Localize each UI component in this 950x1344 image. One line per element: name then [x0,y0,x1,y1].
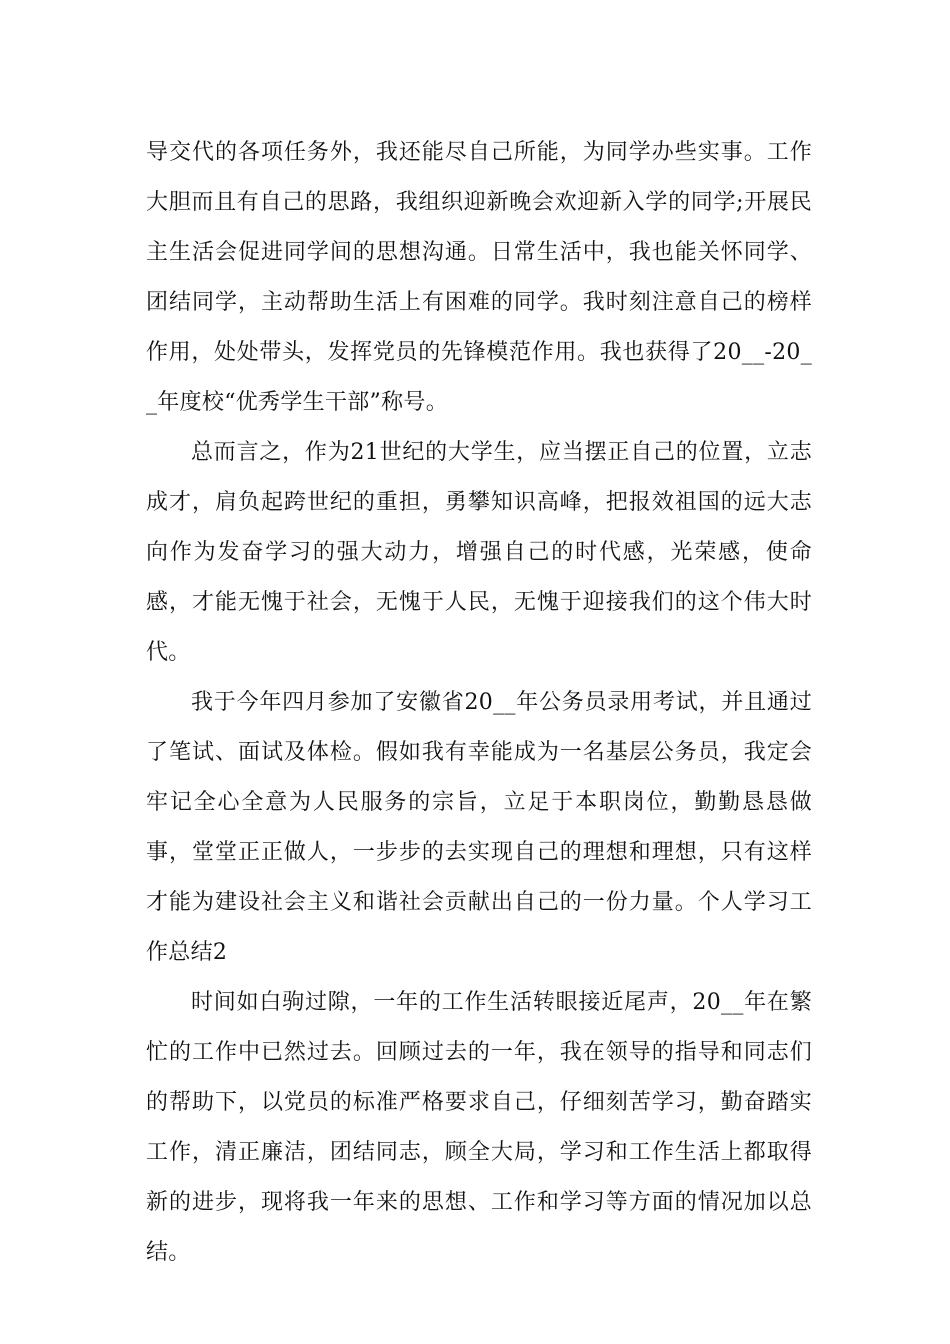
paragraph-summary: 总而言之，作为21世纪的大学生，应当摆正自己的位置，立志成才，肩负起跨世纪的重担，勇攀知识高峰，把报效祖国的远大志向作为发奋学习的强大动力，增强自己的时代感，光荣感，使命感，才能无愧于社会，无愧于人民，无愧于迎接我们的这个伟大时代。 [146,440,812,665]
document-body [146,128,812,1278]
paragraph-year-review: 时间如白驹过隙，一年的工作生活转眼接近尾声，20__年在繁忙的工作中已然过去。回顾过去的一年，我在领导的指导和同志们的帮助下，以党员的标准严格要求自己，仔细刻苦学习，勤奋踏实工作，清正廉洁，团结同志，顾全大局，学习和工作生活上都取得新的进步，现将我一年来的思想、工作和学习等方面的情况加以总结。 [146,990,812,1265]
paragraph-continuation: 导交代的各项任务外，我还能尽自己所能，为同学办些实事。工作大胆而且有自己的思路，我组织迎新晚会欢迎新入学的同学;开展民主生活会促进同学间的思想沟通。日常生活中，我也能关怀同学、团结同学，主动帮助生活上有困难的同学。我时刻注意自己的榜样作用，处处带头，发挥党员的先锋模范作用。我也获得了20__-20__年度校“优秀学生干部”称号。 [146,140,812,415]
paragraph-civil-service-exam: 我于今年四月参加了安徽省20__年公务员录用考试，并且通过了笔试、面试及体检。假如我有幸能成为一名基层公务员，我定会牢记全心全意为人民服务的宗旨，立足于本职岗位，勤勤恳恳做事，堂堂正正做人，一步步的去实现自己的理想和理想，只有这样才能为建设社会主义和谐社会贡献出自己的一份力量。个人学习工作总结2 [146,690,812,965]
